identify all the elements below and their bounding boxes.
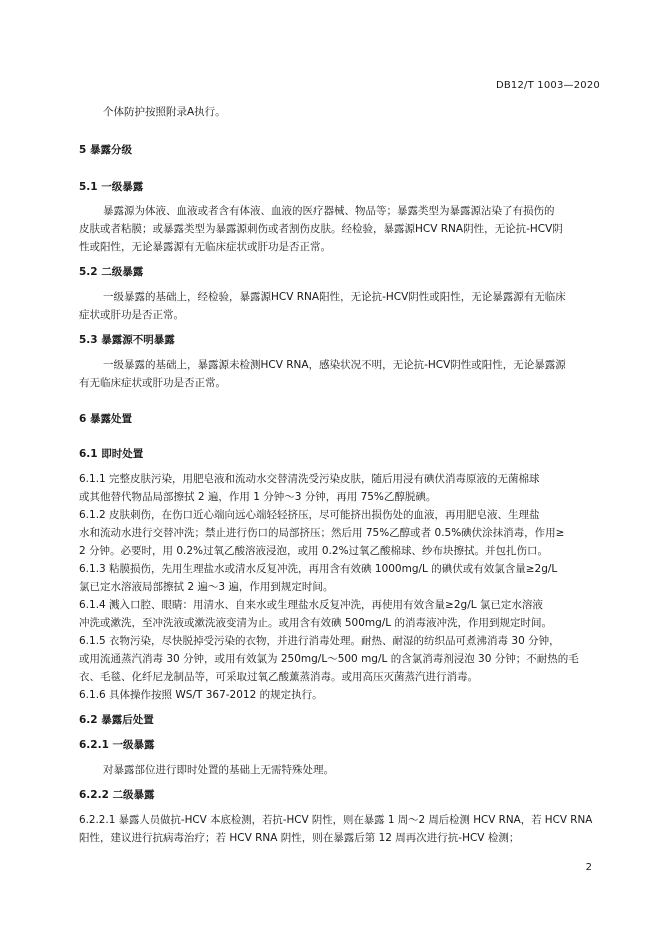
text-line: 有无临床症状或肝功是否正常。 <box>79 377 226 389</box>
text-line: 阳性，建议进行抗病毒治疗；若 HCV RNA 阴性，则在暴露后第 12 周再次进行抗-HCV 检测； <box>79 832 520 844</box>
text-line: 一级暴露的基础上，经检验，暴露源HCV RNA阳性，无论抗-HCV阴性或阳性，无论暴露源有无临床 <box>103 291 566 303</box>
subsection-heading: 6.2 暴露后处置 <box>79 714 154 726</box>
text-line: 6.1.2 皮肤刺伤，在伤口近心端向远心端轻轻挤压，尽可能挤出损伤处的血液，再用肥皂液、生理盐 <box>79 509 540 521</box>
text-line: 6.2.2.1 暴露人员做抗-HCV 本底检测，若抗-HCV 阴性，则在暴露 1 周～2 周后检测 HCV RNA，若 HCV RNA <box>79 814 593 826</box>
text-line: 或其他替代物品局部擦拭 2 遍，作用 1 分钟～3 分钟，再用 75%乙醇脱碘。 <box>79 491 437 503</box>
subsection-heading: 5.1 一级暴露 <box>79 181 144 193</box>
section-heading: 6 暴露处置 <box>79 413 132 425</box>
text-line: 冲洗或漱洗，至冲洗液或漱洗液变清为止。或用含有效碘 500mg/L 的消毒液冲洗，作用到规定时间。 <box>79 617 552 629</box>
text-line: 2 分钟。必要时，用 0.2%过氧乙酸溶液浸泡，或用 0.2%过氧乙酸棉球、纱布块擦拭。并包扎伤口。 <box>79 545 549 557</box>
page-number: 2 <box>585 862 592 873</box>
text-line: 6.1.6 具体操作按照 WS/T 367-2012 的规定执行。 <box>79 689 323 701</box>
subsection-heading: 6.2.2 二级暴露 <box>79 789 155 801</box>
text-line: 一级暴露的基础上，暴露源未检测HCV RNA，感染状况不明，无论抗-HCV阴性或阳性，无论暴露源 <box>103 359 566 371</box>
text-line: 皮肤或者粘膜；或暴露类型为暴露源刺伤或者割伤皮肤。经检验，暴露源HCV RNA阴性，无论抗-HCV阴 <box>79 223 563 235</box>
text-line: 对暴露部位进行即时处置的基础上无需特殊处理。 <box>103 764 334 776</box>
section-heading: 5 暴露分级 <box>79 144 132 156</box>
subsection-heading: 6.1 即时处置 <box>79 448 144 460</box>
text-line: 症状或肝功是否正常。 <box>79 309 184 321</box>
text-line: 氯已定水溶液局部擦拭 2 遍～3 遍，作用到规定时间。 <box>79 581 334 593</box>
text-line: 个体防护按照附录A执行。 <box>103 106 226 118</box>
text-line: 6.1.5 衣物污染，尽快脱掉受污染的衣物，并进行消毒处理。耐热、耐湿的纺织品可煮沸消毒 30 分钟， <box>79 635 560 647</box>
subsection-heading: 5.3 暴露源不明暴露 <box>79 334 175 346</box>
document-code: DB12/T 1003—2020 <box>495 80 600 91</box>
text-line: 或用流通蒸汽消毒 30 分钟，或用有效氯为 250mg/L～500 mg/L 的含氯消毒剂浸泡 30 分钟；不耐热的毛 <box>79 653 579 665</box>
text-line: 水和流动水进行交替冲洗；禁止进行伤口的局部挤压；然后用 75%乙醇或者 0.5%碘伏涂抹消毒，作用≥ <box>79 527 565 539</box>
text-line: 6.1.4 溅入口腔、眼睛：用清水、自来水或生理盐水反复冲洗，再使用有效含量≥2g/L 氯已定水溶液 <box>79 599 543 611</box>
subsection-heading: 6.2.1 一级暴露 <box>79 739 155 751</box>
text-line: 性或阳性，无论暴露源有无临床症状或肝功是否正常。 <box>79 241 331 253</box>
subsection-heading: 5.2 二级暴露 <box>79 266 144 278</box>
text-line: 6.1.1 完整皮肤污染，用肥皂液和流动水交替清洗受污染皮肤，随后用浸有碘伏消毒原液的无菌棉球 <box>79 473 540 485</box>
text-line: 6.1.3 粘膜损伤，先用生理盐水或清水反复冲洗，再用含有效碘 1000mg/L 的碘伏或有效氯含量≥2g/L <box>79 563 558 575</box>
text-line: 衣、毛毯、化纤尼龙制品等，可采取过氧乙酸薰蒸消毒。或用高压灭菌蒸汽进行消毒。 <box>79 671 478 683</box>
text-line: 暴露源为体液、血液或者含有体液、血液的医疗器械、物品等；暴露类型为暴露源沾染了有损伤的 <box>103 205 555 217</box>
